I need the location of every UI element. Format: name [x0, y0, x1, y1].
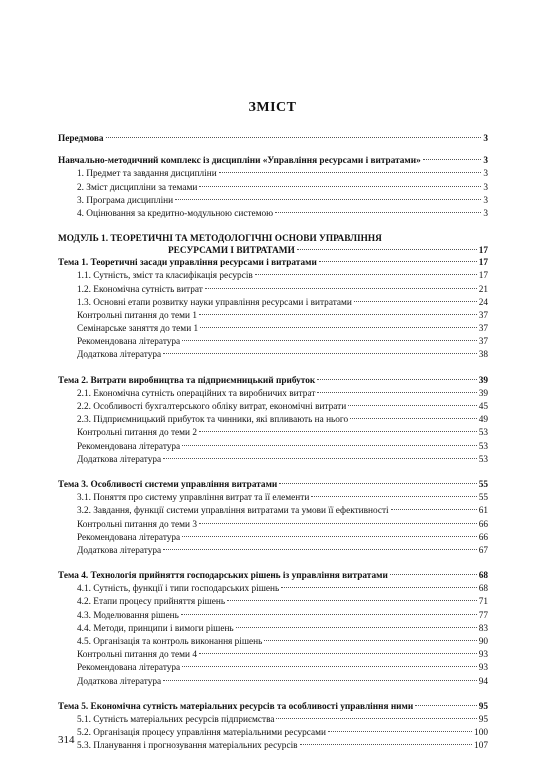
- toc-page-number: 68: [478, 584, 488, 595]
- toc-entry-text: Рекомендована література: [77, 441, 181, 452]
- toc-entry-text: 2.1. Економічна сутність операційних та виробничих витрат: [77, 388, 316, 399]
- toc-page-number: 3: [483, 208, 488, 219]
- dot-leader: [199, 314, 477, 315]
- toc-page-number: 17: [478, 246, 488, 257]
- toc-page-number: 77: [478, 610, 488, 621]
- toc-subentry[interactable]: [58, 297, 488, 310]
- module-title-line2: РЕСУРСАМИ І ВИТРАТАМИ: [168, 246, 295, 257]
- toc-subentry[interactable]: [58, 583, 488, 596]
- toc-subentry[interactable]: [58, 401, 488, 414]
- toc-entry-text: Тема 2. Витрати виробництва та підприємницький прибуток: [58, 375, 316, 386]
- toc-page-number: 107: [474, 741, 488, 752]
- toc-subentry[interactable]: [58, 182, 488, 195]
- toc-page-number: 53: [478, 441, 488, 452]
- toc-page-number: 66: [478, 532, 488, 543]
- toc-entry-text: 4. Оцінювання за кредитно-модульною системою: [77, 208, 274, 219]
- toc-subentry[interactable]: [58, 676, 488, 689]
- page-number: 314: [58, 734, 75, 746]
- dot-leader: [182, 666, 477, 667]
- dot-leader: [182, 340, 477, 341]
- page-title: ЗМІСТ: [248, 100, 297, 115]
- dot-leader: [163, 353, 477, 354]
- toc-entry-topic-2[interactable]: [58, 375, 488, 388]
- dot-leader: [317, 392, 476, 393]
- dot-leader: [175, 199, 481, 200]
- toc-subentry[interactable]: [58, 596, 488, 609]
- toc-page-number: 93: [478, 663, 488, 674]
- toc-page-number: 45: [478, 402, 488, 412]
- toc-subentry[interactable]: [58, 714, 488, 727]
- dot-leader: [199, 523, 477, 524]
- dot-leader: [236, 627, 477, 628]
- dot-leader: [300, 744, 473, 745]
- toc-page-number: 37: [478, 310, 488, 321]
- toc-page-number: 39: [478, 375, 488, 386]
- toc-entry-text: 2. Зміст дисципліни за темами: [77, 182, 198, 193]
- dot-leader: [227, 600, 477, 601]
- toc-subentry[interactable]: [58, 270, 488, 283]
- toc-page-number: 39: [478, 388, 488, 399]
- toc-page-number: 37: [478, 324, 488, 335]
- toc-entry-topic-4[interactable]: [58, 570, 488, 583]
- dot-leader: [163, 458, 477, 459]
- toc-page-number: 94: [478, 676, 488, 687]
- toc-subentry[interactable]: [58, 349, 488, 362]
- toc-subentry[interactable]: [58, 623, 488, 636]
- toc-subentry[interactable]: [58, 284, 488, 297]
- dot-leader: [350, 418, 477, 419]
- toc-subentry[interactable]: [58, 740, 488, 753]
- toc-subentry[interactable]: [58, 519, 488, 532]
- toc-subentry[interactable]: [58, 310, 488, 323]
- toc-entry-text: 4.5. Організація та контроль виконання рішень: [77, 637, 263, 647]
- toc-subentry[interactable]: [58, 427, 488, 440]
- dot-leader: [199, 431, 477, 432]
- toc-subentry[interactable]: [58, 323, 488, 336]
- toc-page-number: 95: [478, 714, 488, 725]
- toc-page-number: 71: [478, 597, 488, 608]
- toc-entry-text: Додаткова література: [77, 350, 162, 361]
- toc-subentry[interactable]: [58, 610, 488, 623]
- toc-entry-text: 3.2. Завдання, функції системи управління витратами та умови її ефективності: [77, 506, 389, 517]
- toc-subentry[interactable]: [58, 727, 488, 740]
- toc-page-number: 21: [478, 284, 488, 295]
- toc-entry-text: 5.3. Планування і прогнозування матеріальних ресурсів: [77, 741, 298, 752]
- toc-page-number: 68: [478, 571, 488, 582]
- toc-entry-text: Додаткова література: [77, 676, 162, 687]
- toc-entry-text: Додаткова література: [77, 545, 162, 556]
- toc-page-number: 17: [478, 271, 488, 282]
- dot-leader: [317, 379, 476, 380]
- toc-page-number: 24: [478, 297, 488, 308]
- toc-subentry[interactable]: [58, 505, 488, 518]
- dot-leader: [354, 301, 477, 302]
- toc-entry-text: 3.1. Поняття про систему управління витрат та її елементи: [77, 493, 310, 504]
- toc-page-number: 3: [483, 169, 488, 180]
- toc-entry-text: Тема 3. Особливості системи управління витратами: [58, 479, 278, 490]
- dot-leader: [199, 653, 477, 654]
- module-title-line1: МОДУЛЬ 1. ТЕОРЕТИЧНІ ТА МЕТОДОЛОГІЧНІ ОСНОВИ УПРАВЛІННЯ: [58, 234, 382, 245]
- toc-page-number: 3: [483, 134, 488, 144]
- toc-page-number: 61: [478, 506, 488, 517]
- toc-page-number: 90: [478, 637, 488, 647]
- dot-leader: [328, 731, 472, 732]
- dot-leader: [199, 186, 481, 187]
- toc-page-number: 37: [478, 337, 488, 348]
- toc-entry-preface[interactable]: [58, 133, 488, 146]
- toc-entry-text: 1.2. Економічна сутність витрат: [77, 284, 203, 295]
- toc-subentry[interactable]: [58, 195, 488, 208]
- toc-entry-topic-3[interactable]: [58, 479, 488, 492]
- toc-page-number: 95: [478, 701, 488, 712]
- toc-entry-text: Рекомендована література: [77, 337, 181, 348]
- toc-page-number: 55: [478, 493, 488, 504]
- dot-leader: [276, 718, 476, 719]
- dot-leader: [219, 172, 482, 173]
- toc-subentry[interactable]: [58, 532, 488, 545]
- dot-leader: [205, 288, 477, 289]
- toc-entry-text: 1.3. Основні етапи розвитку науки управління ресурсами і витратами: [77, 297, 352, 308]
- toc-page-number: 17: [478, 258, 488, 269]
- toc-subentry[interactable]: [58, 636, 488, 649]
- toc-page-number: 53: [478, 454, 488, 465]
- toc-page-number: 3: [483, 182, 488, 193]
- toc-entry-text: Рекомендована література: [77, 663, 181, 674]
- toc-subentry[interactable]: [58, 649, 488, 662]
- toc-page-number: 55: [478, 479, 488, 490]
- dot-leader: [391, 509, 477, 510]
- dot-leader: [297, 249, 477, 250]
- toc-subentry[interactable]: [58, 388, 488, 401]
- dot-leader: [279, 483, 476, 484]
- toc-page-number: 66: [478, 519, 488, 530]
- toc-entry-text: 4.3. Моделювання рішень: [77, 610, 179, 621]
- dot-leader: [163, 549, 477, 550]
- toc-entry-text: 2.2. Особливості бухгалтерського обліку витрат, економічні витрати: [77, 402, 347, 412]
- dot-leader: [255, 274, 477, 275]
- dot-leader: [200, 327, 477, 328]
- dot-leader: [181, 614, 477, 615]
- dot-leader: [319, 261, 477, 262]
- toc-subentry[interactable]: [58, 492, 488, 505]
- toc-subentry[interactable]: [58, 208, 488, 221]
- dot-leader: [182, 445, 477, 446]
- toc-entry-text: 3. Програма дисципліни: [77, 195, 174, 206]
- toc-page-number: 93: [478, 650, 488, 661]
- toc-subentry[interactable]: [58, 168, 488, 181]
- toc-page-number: 53: [478, 428, 488, 439]
- toc-entry-text: Контрольні питання до теми 3: [77, 519, 198, 530]
- toc-entry-text: 4.4. Методи, принципи і вимоги рішень: [77, 623, 234, 634]
- toc-entry-text: Тема 1. Теоретичні засади управління ресурсами і витратами: [58, 258, 317, 269]
- toc-page-number: 3: [483, 156, 488, 167]
- toc-entry-text: Тема 5. Економічна сутність матеріальних ресурсів та особливості управління ними: [58, 701, 414, 712]
- dot-leader: [348, 405, 477, 406]
- dot-leader: [264, 640, 476, 641]
- toc-page-number: 3: [483, 195, 488, 206]
- toc-entry-text: 4.1. Сутність, функції і типи господарських рішень: [77, 584, 280, 595]
- toc-entry-text: 2.3. Підприємницький прибуток та чинники, які впливають на нього: [77, 415, 349, 426]
- toc-entry-text: Тема 4. Технологія прийняття господарських рішень із управління витратами: [58, 571, 388, 582]
- dot-leader: [311, 496, 476, 497]
- toc-page-number: 100: [474, 728, 488, 739]
- toc-entry-text: Семінарське заняття до теми 1: [77, 324, 199, 335]
- dot-leader: [390, 574, 477, 575]
- toc-entry-text: Контрольні питання до теми 2: [77, 428, 198, 439]
- dot-leader: [415, 705, 476, 706]
- dot-leader: [106, 137, 482, 138]
- toc-subentry[interactable]: [58, 441, 488, 454]
- toc-subentry[interactable]: [58, 336, 488, 349]
- toc-entry-text: Додаткова література: [77, 454, 162, 465]
- toc-entry-text: 5.2. Організація процесу управління матеріальними ресурсами: [77, 728, 326, 739]
- toc-page-number: 83: [478, 623, 488, 634]
- toc-entry-text: Навчально-методичний комплекс із дисципліни «Управління ресурсами і витратами»: [58, 156, 421, 167]
- toc-entry-text: 1. Предмет та завдання дисципліни: [77, 169, 217, 180]
- dot-leader: [281, 587, 476, 588]
- toc-subentry[interactable]: [58, 545, 488, 558]
- toc-subentry[interactable]: [58, 414, 488, 427]
- dot-leader: [182, 536, 477, 537]
- toc-page-number: 38: [478, 350, 488, 361]
- toc-page-number: 67: [478, 545, 488, 556]
- toc-entry-methodical-complex[interactable]: [58, 155, 488, 168]
- toc-entry-module-1[interactable]: [58, 233, 488, 257]
- toc-entry-text: Контрольні питання до теми 1: [77, 310, 198, 321]
- toc-entry-topic-1[interactable]: [58, 257, 488, 270]
- table-of-contents: [58, 133, 488, 754]
- toc-entry-text: 4.2. Етапи процесу прийняття рішень: [77, 597, 226, 608]
- toc-page-number: 49: [478, 415, 488, 426]
- dot-leader: [275, 212, 481, 213]
- toc-entry-text: Передмова: [58, 134, 104, 144]
- toc-entry-text: Рекомендована література: [77, 532, 181, 543]
- dot-leader: [423, 159, 482, 160]
- toc-subentry[interactable]: [58, 662, 488, 675]
- toc-entry-text: 5.1. Сутність матеріальних ресурсів підприємства: [77, 714, 275, 725]
- toc-entry-text: Контрольні питання до теми 4: [77, 650, 198, 661]
- toc-entry-topic-5[interactable]: [58, 701, 488, 714]
- dot-leader: [163, 680, 477, 681]
- toc-subentry[interactable]: [58, 454, 488, 467]
- toc-entry-text: 1.1. Сутність, зміст та класифікація ресурсів: [77, 271, 253, 282]
